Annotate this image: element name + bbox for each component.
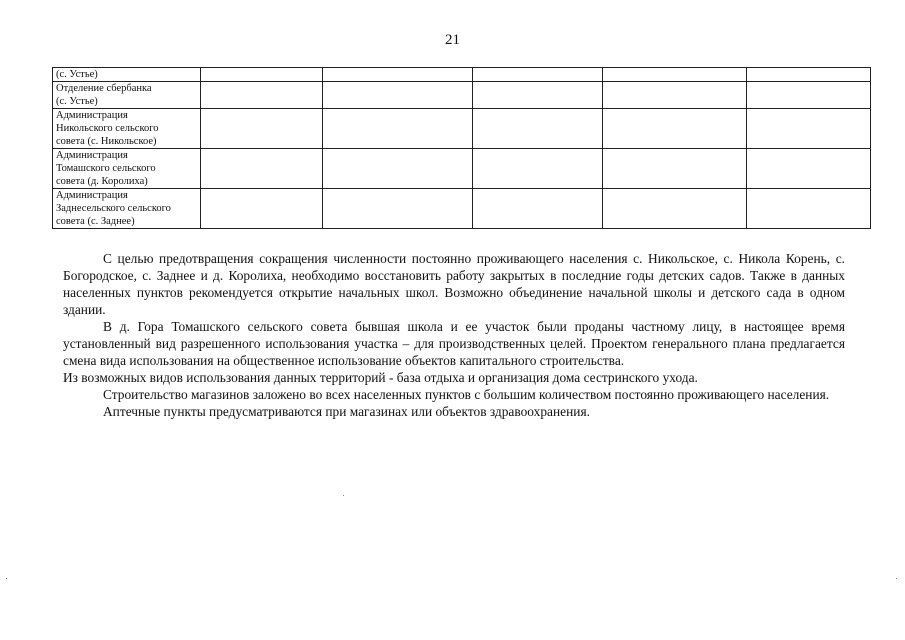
facilities-table-body [53, 68, 871, 229]
body-paragraph: Аптечные пункты предусматриваются при магазинах или объектов здравоохранения. [103, 404, 590, 419]
table-cell [201, 68, 323, 82]
facility-name-line: Администрация [56, 190, 128, 201]
body-paragraph: С целью предотвращения сокращения численности постоянно проживающего населения с. Никольское, с. Никола Корень, с. Богородское, с. Заднее и д. Королиха, необходимо восстановить работу закрытых в последние годы детских садов. Также в данных населенных пунктов рекомендуется открытие начальных школ. Возможно объединение начальной школы и детского сада в одном здании. [63, 251, 845, 317]
table-cell [747, 189, 871, 229]
table-cell [323, 149, 473, 189]
facility-name-line: совета (д. Королиха) [56, 176, 148, 187]
facility-name-line: Отделение сбербанка [56, 83, 152, 94]
scan-speck [896, 578, 897, 579]
table-cell [473, 109, 603, 149]
table-cell [323, 82, 473, 109]
table-cell [747, 109, 871, 149]
table-cell [201, 82, 323, 109]
facility-name-cell [53, 149, 201, 189]
table-cell [323, 109, 473, 149]
facility-name-line: Заднесельского сельского [56, 203, 171, 214]
table-cell [603, 189, 747, 229]
scan-speck [6, 578, 7, 579]
table-cell [603, 82, 747, 109]
table-cell [323, 189, 473, 229]
table-cell [201, 109, 323, 149]
table-cell [603, 109, 747, 149]
page-number: 21 [445, 32, 460, 48]
facility-name-line: Администрация [56, 110, 128, 121]
table-row [53, 109, 871, 149]
table-cell [473, 189, 603, 229]
scan-speck [343, 495, 344, 496]
table-cell [473, 149, 603, 189]
table-cell [747, 68, 871, 82]
facility-name-cell [53, 109, 201, 149]
facility-name-cell [53, 189, 201, 229]
facility-name-line: совета (с. Заднее) [56, 216, 135, 227]
body-text [63, 250, 845, 420]
table-cell [323, 68, 473, 82]
facility-name-line: совета (с. Никольское) [56, 136, 157, 147]
body-paragraph: Из возможных видов использования данных территорий - база отдыха и организация дома сестринского ухода. [63, 370, 698, 385]
facility-name-line: (с. Устье) [56, 96, 98, 107]
facility-name-line: Администрация [56, 150, 128, 161]
table-row [53, 189, 871, 229]
table-cell [473, 68, 603, 82]
body-paragraph: Строительство магазинов заложено во всех населенных пунктов с большим количеством постоянно проживающего населения. [103, 387, 830, 402]
table-row [53, 82, 871, 109]
table-cell [603, 149, 747, 189]
table-cell [747, 149, 871, 189]
facility-name-line: (с. Устье) [56, 69, 98, 80]
table-row [53, 68, 871, 82]
table-cell [201, 149, 323, 189]
facility-name-cell [53, 68, 201, 82]
table-cell [603, 68, 747, 82]
table-row [53, 149, 871, 189]
facilities-table [52, 67, 871, 229]
facility-name-line: Никольского сельского [56, 123, 159, 134]
table-cell [747, 82, 871, 109]
table-cell [201, 189, 323, 229]
facility-name-cell [53, 82, 201, 109]
body-paragraph: В д. Гора Томашского сельского совета бывшая школа и ее участок были проданы частному лицу, в настоящее время установленный вид разрешенного использования участка – для производственных целей. Проектом генерального плана предлагается смена вида использования на общественное использование объектов капитального строительства. [63, 319, 845, 368]
table-cell [473, 82, 603, 109]
facility-name-line: Томашского сельского [56, 163, 156, 174]
